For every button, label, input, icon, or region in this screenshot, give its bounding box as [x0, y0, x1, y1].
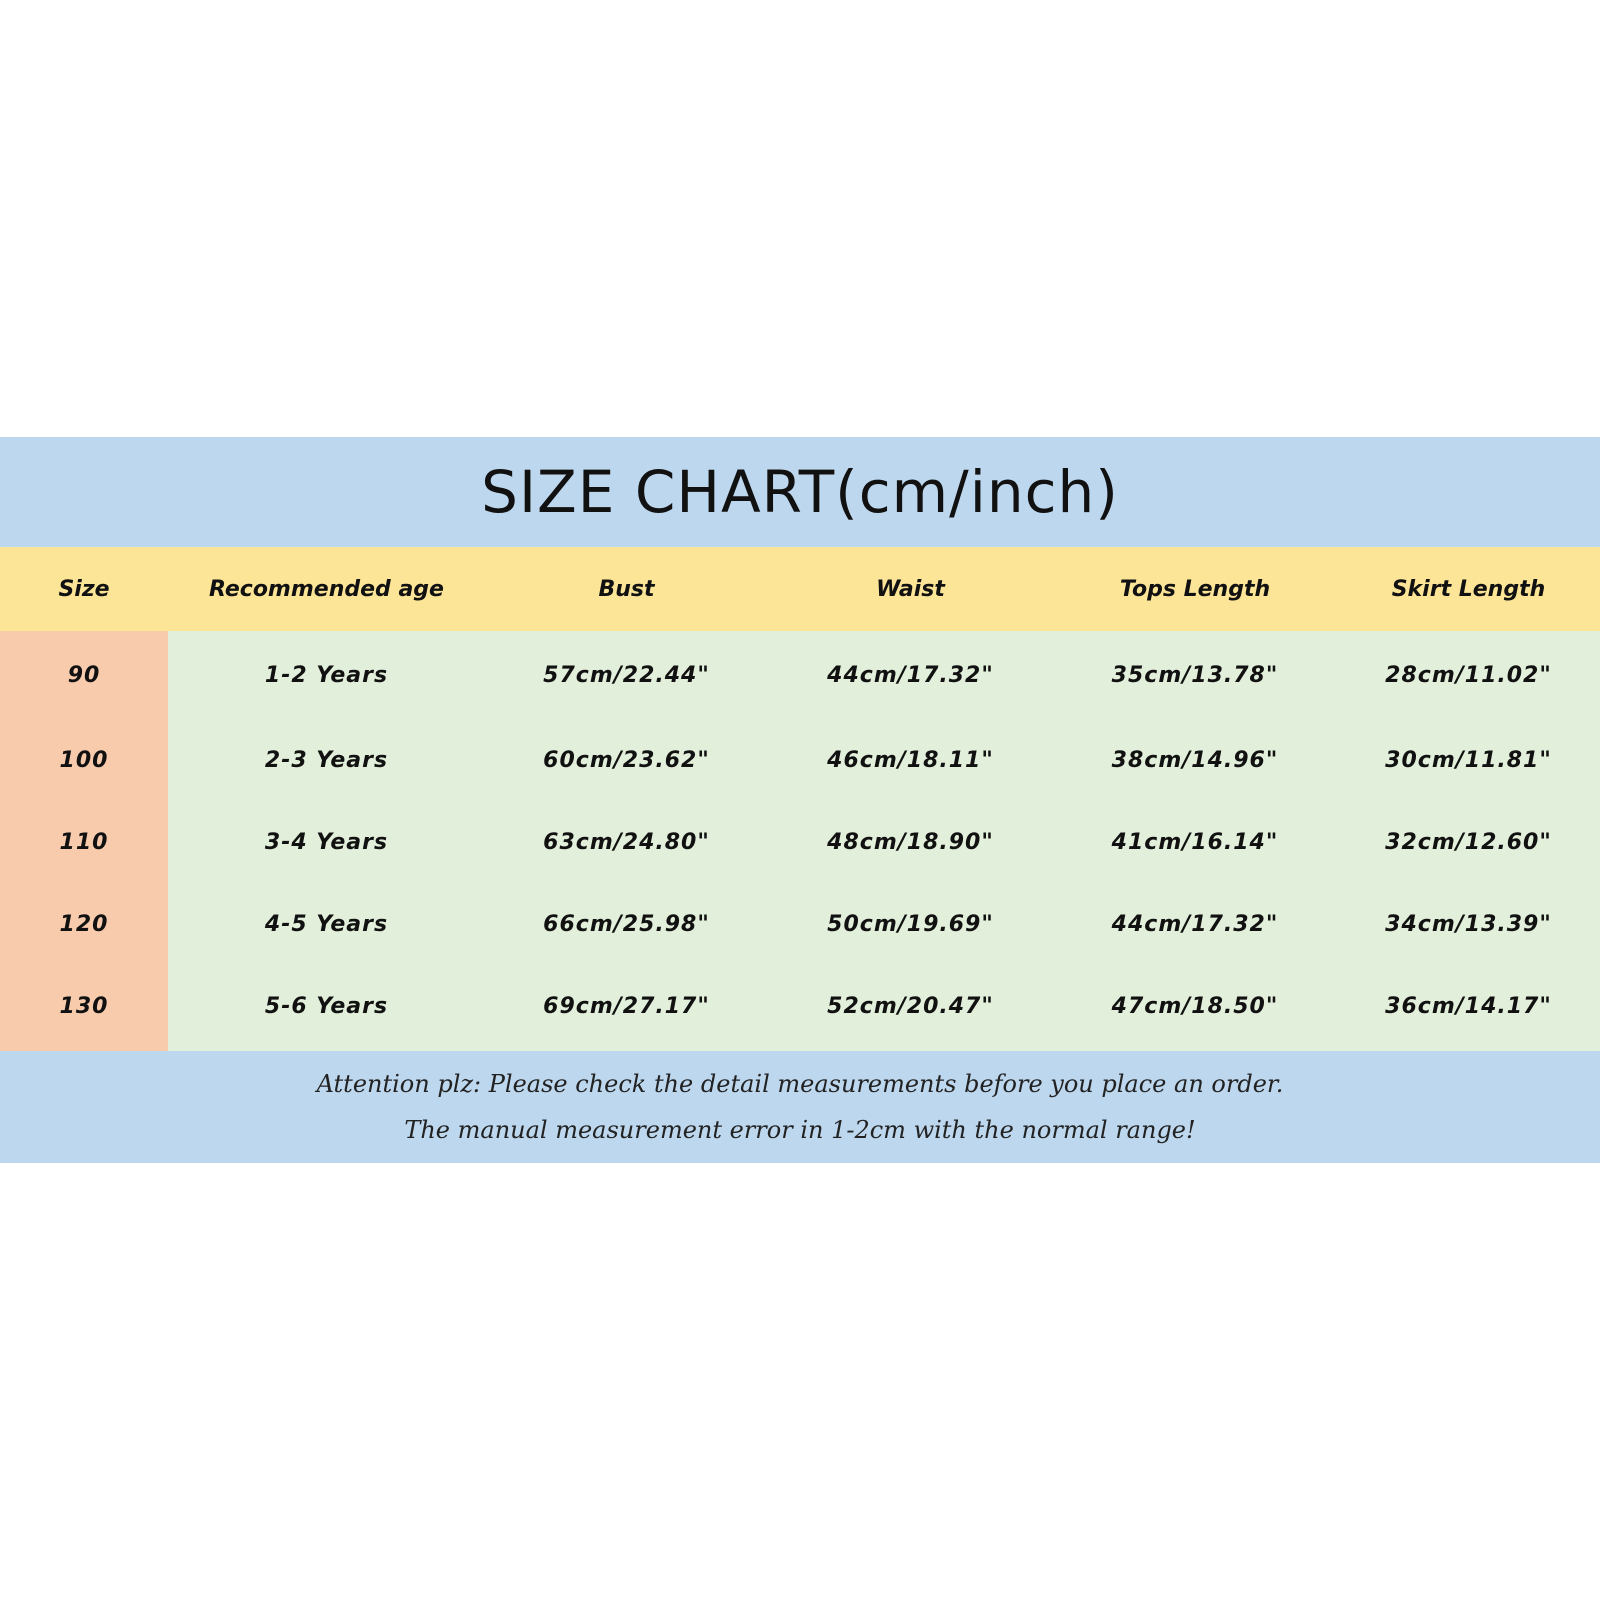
tops-length-cell: 41cm/16.14": [1111, 829, 1279, 855]
header-recommended-age: Recommended age: [209, 576, 444, 602]
header-size: Size: [58, 576, 110, 602]
age-cell: 2-3 Years: [264, 747, 389, 773]
attention-note: Attention plz: Please check the detail measurements before you place an order.: [316, 1070, 1284, 1098]
header-skirt-length: Skirt Length: [1391, 576, 1546, 602]
size-cell: 110: [59, 829, 109, 855]
table-row: [0, 801, 1600, 883]
age-cell: 1-2 Years: [264, 662, 389, 688]
tops-length-cell: 38cm/14.96": [1111, 747, 1279, 773]
waist-cell: 44cm/17.32": [827, 662, 994, 688]
waist-cell: 48cm/18.90": [827, 829, 994, 855]
size-cell: 90: [67, 662, 101, 688]
size-chart: [0, 437, 1600, 1163]
header-waist: Waist: [876, 576, 945, 602]
tops-length-cell: 44cm/17.32": [1111, 911, 1279, 937]
waist-cell: 46cm/18.11": [827, 747, 994, 773]
bust-cell: 69cm/27.17": [543, 993, 710, 1019]
waist-cell: 52cm/20.47": [827, 993, 994, 1019]
bust-cell: 60cm/23.62": [543, 747, 710, 773]
chart-title: SIZE CHART(cm/inch): [481, 458, 1119, 526]
skirt-length-cell: 32cm/12.60": [1385, 829, 1552, 855]
attention-footer: [0, 1051, 1600, 1163]
measurement-error-note: The manual measurement error in 1-2cm with the normal range!: [404, 1116, 1196, 1144]
title-band: [0, 437, 1600, 547]
waist-cell: 50cm/19.69": [827, 911, 994, 937]
skirt-length-cell: 36cm/14.17": [1385, 993, 1552, 1019]
age-cell: 4-5 Years: [264, 911, 389, 937]
table-row: [0, 965, 1600, 1047]
tops-length-cell: 35cm/13.78": [1111, 662, 1279, 688]
skirt-length-cell: 34cm/13.39": [1385, 911, 1552, 937]
table-row: [0, 719, 1600, 801]
tops-length-cell: 47cm/18.50": [1111, 993, 1279, 1019]
bust-cell: 63cm/24.80": [543, 829, 710, 855]
age-cell: 5-6 Years: [264, 993, 389, 1019]
header-tops-length: Tops Length: [1119, 576, 1271, 602]
size-cell: 100: [59, 747, 109, 773]
table-row: [0, 883, 1600, 965]
table-row: [0, 631, 1600, 719]
table-header-row: [0, 547, 1600, 631]
bust-cell: 66cm/25.98": [543, 911, 710, 937]
bust-cell: 57cm/22.44": [543, 662, 710, 688]
skirt-length-cell: 28cm/11.02": [1385, 662, 1552, 688]
size-cell: 130: [59, 993, 109, 1019]
skirt-length-cell: 30cm/11.81": [1385, 747, 1552, 773]
size-cell: 120: [59, 911, 109, 937]
header-bust: Bust: [598, 576, 655, 602]
age-cell: 3-4 Years: [264, 829, 389, 855]
table-body: [0, 631, 1600, 1051]
